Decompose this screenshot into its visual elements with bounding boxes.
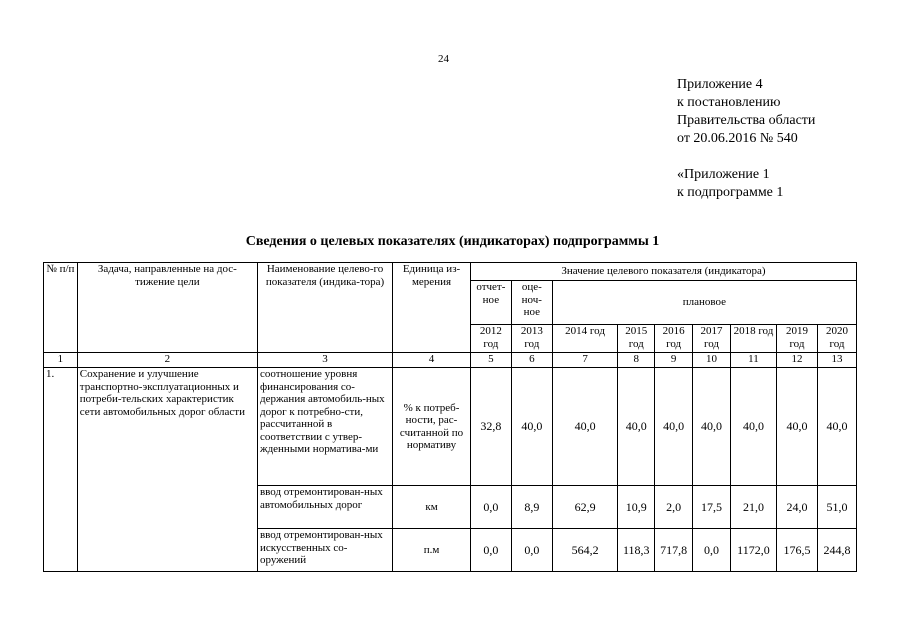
column-index: 7 — [552, 353, 618, 368]
value-cell: 8,9 — [511, 486, 552, 529]
value-cell: 17,5 — [693, 486, 731, 529]
task-cell: Сохранение и улучшение транспортно-эксплуатационных и потреби-тельских характеристик сети автомобильных дорог области — [77, 368, 257, 572]
header-year: 2012 год — [470, 325, 511, 353]
column-index: 4 — [393, 353, 471, 368]
value-cell: 40,0 — [655, 368, 693, 486]
unit-cell: км — [393, 486, 471, 529]
header-year: 2015 год — [618, 325, 655, 353]
indicator-cell: соотношение уровня финансирования со-держания автомобиль-ных дорог к потребно-сти, рассчитанной в соответствии с утвер-жденными нормативa-ми — [257, 368, 392, 486]
appendix-line: к постановлению — [677, 95, 781, 110]
value-cell: 10,9 — [618, 486, 655, 529]
value-cell: 1172,0 — [730, 529, 776, 572]
value-cell: 51,0 — [817, 486, 856, 529]
value-cell: 244,8 — [817, 529, 856, 572]
appendix-line: к подпрограмме 1 — [677, 185, 784, 200]
column-index: 3 — [257, 353, 392, 368]
column-index: 12 — [776, 353, 817, 368]
value-cell: 0,0 — [470, 486, 511, 529]
header-indicator: Наименование целево-го показателя (индика-тора) — [257, 263, 392, 353]
appendix-line: от 20.06.2016 № 540 — [677, 131, 798, 146]
value-cell: 2,0 — [655, 486, 693, 529]
unit-cell: п.м — [393, 529, 471, 572]
header-year: 2016 год — [655, 325, 693, 353]
header-value: Значение целевого показателя (индикатора) — [470, 263, 856, 281]
value-cell: 717,8 — [655, 529, 693, 572]
value-cell: 0,0 — [511, 529, 552, 572]
value-cell: 118,3 — [618, 529, 655, 572]
value-cell: 32,8 — [470, 368, 511, 486]
column-index: 6 — [511, 353, 552, 368]
indicators-table — [43, 262, 857, 572]
column-index: 5 — [470, 353, 511, 368]
header-year: 2013 год — [511, 325, 552, 353]
header-year: 2014 год — [552, 325, 618, 353]
header-planned: плановое — [552, 281, 856, 325]
column-index: 1 — [44, 353, 78, 368]
header-year: 2020 год — [817, 325, 856, 353]
column-index: 8 — [618, 353, 655, 368]
header-year: 2018 год — [730, 325, 776, 353]
value-cell: 40,0 — [730, 368, 776, 486]
value-cell: 564,2 — [552, 529, 618, 572]
header-estimated: оце-ноч-ное — [511, 281, 552, 325]
column-index: 10 — [693, 353, 731, 368]
value-cell: 0,0 — [470, 529, 511, 572]
indicator-cell: ввод отремонтирован-ных искусственных со-оружений — [257, 529, 392, 572]
table-row — [44, 368, 857, 486]
header-num: № п/п — [44, 263, 78, 353]
column-index: 2 — [77, 353, 257, 368]
header-reported: отчет-ное — [470, 281, 511, 325]
value-cell: 40,0 — [552, 368, 618, 486]
appendix-block — [677, 76, 815, 202]
column-index: 9 — [655, 353, 693, 368]
header-year: 2017 год — [693, 325, 731, 353]
unit-cell: % к потреб-ности, рас-считанной по нормативу — [393, 368, 471, 486]
document-title: Сведения о целевых показателях (индикаторах) подпрограммы 1 — [245, 234, 660, 249]
column-index: 13 — [817, 353, 856, 368]
value-cell: 0,0 — [693, 529, 731, 572]
appendix-line: Приложение 4 — [677, 77, 763, 92]
value-cell: 62,9 — [552, 486, 618, 529]
value-cell: 40,0 — [511, 368, 552, 486]
header-task: Задача, направленные на дос-тижение цели — [77, 263, 257, 353]
value-cell: 40,0 — [817, 368, 856, 486]
appendix-line: Правительства области — [677, 113, 816, 128]
value-cell: 21,0 — [730, 486, 776, 529]
value-cell: 40,0 — [618, 368, 655, 486]
column-index: 11 — [730, 353, 776, 368]
page-number: 24 — [438, 53, 449, 65]
value-cell: 40,0 — [776, 368, 817, 486]
header-unit: Единица из-мерения — [393, 263, 471, 353]
indicator-cell: ввод отремонтирован-ных автомобильных дорог — [257, 486, 392, 529]
value-cell: 24,0 — [776, 486, 817, 529]
value-cell: 40,0 — [693, 368, 731, 486]
row-number: 1. — [44, 368, 78, 572]
appendix-line: «Приложение 1 — [677, 167, 770, 182]
header-year: 2019 год — [776, 325, 817, 353]
value-cell: 176,5 — [776, 529, 817, 572]
